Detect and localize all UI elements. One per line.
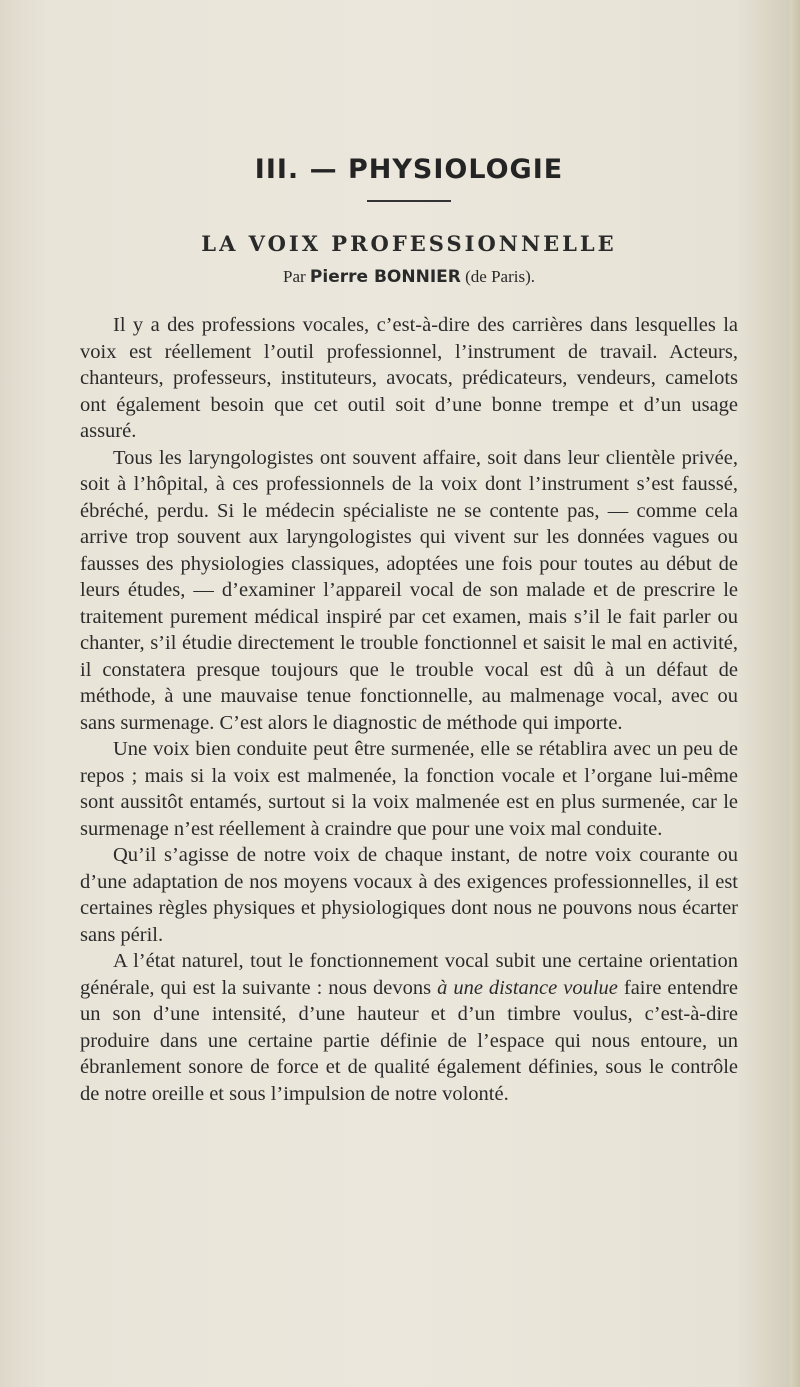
author-name: Pierre BONNIER: [309, 267, 461, 287]
paragraph-5-end: faire entendre un son d’une intensité, d’une hauteur et d’un timbre voulus, c’est-à-dire produire dans une certaine partie définie de l’espace qui nous entoure, un ébranlement sonore de force et de qualité également définies, sous le contrôle de notre oreille et sous l’impulsion de notre volonté.: [80, 976, 738, 1105]
paragraph-2: Tous les laryngologistes ont souvent affaire, soit dans leur clientèle privée, soit à l’hôpital, à ces professionnels de la voix dont l’instrument s’est faussé, ébréché, perdu. Si le médecin spécialiste ne se contente pas, — comme cela arrive trop souvent aux laryngologistes qui vivent sur les données vagues ou fausses des physiologies classiques, adoptées une fois pour toutes au début de leurs études, — d’examiner l’appareil vocal de son malade et de prescrire le traitement purement médical inspiré par cet examen, mais s’il le fait parler ou chanter, s’il étudie directement le trouble fonctionnel et saisit le mal en activité, il constatera presque toujours que le trouble vocal est dû à un défaut de méthode, à une mauvaise tenue fonctionnelle, au malmenage vocal, avec ou sans surmenage. C’est alors le diagnostic de méthode qui importe.: [80, 446, 738, 734]
paragraph-5: [80, 948, 738, 1107]
page-edge: [790, 0, 800, 1387]
title-rule: [367, 200, 451, 202]
document-content: [80, 150, 738, 1107]
byline-prefix: Par: [283, 267, 306, 286]
paragraph-1: Il y a des professions vocales, c’est-à-dire des carrières dans lesquelles la voix est réellement l’outil professionnel, l’instrument de travail. Acteurs, chanteurs, professeurs, instituteurs, avocats, prédicateurs, vendeurs, camelots ont également besoin que cet outil soit d’une bonne trempe et d’un usage assuré.: [80, 314, 738, 442]
byline-suffix: (de Paris).: [465, 267, 535, 286]
paragraph-5-start: A l’état naturel, tout le fonctionnement vocal subit une certaine orientation générale, qui est la suivante : nous devons: [80, 950, 738, 999]
article-title: LA VOIX PROFESSIONNELLE: [201, 231, 617, 256]
byline: [80, 264, 738, 290]
section-title: III. — PHYSIOLOGIE: [254, 154, 564, 185]
paragraph-3: Une voix bien conduite peut être surmenée, elle se rétablira avec un peu de repos ; mais si la voix est malmenée, la fonction vocale et l’organe lui-même sont aussitôt entamés, surtout si la voix malmenée est en plus surmenée, car le surmenage n’est réellement à craindre que pour une voix mal conduite.: [80, 738, 738, 840]
article-body: [80, 312, 738, 1107]
paragraph-5-italic: à une distance voulue: [437, 976, 618, 999]
paragraph-4: Qu’il s’agisse de notre voix de chaque instant, de notre voix courante ou d’une adaptation de nos moyens vocaux à des exigences professionnelles, il est certaines règles physiques et physiologiques dont nous ne pouvons nous écarter sans péril.: [80, 844, 738, 946]
